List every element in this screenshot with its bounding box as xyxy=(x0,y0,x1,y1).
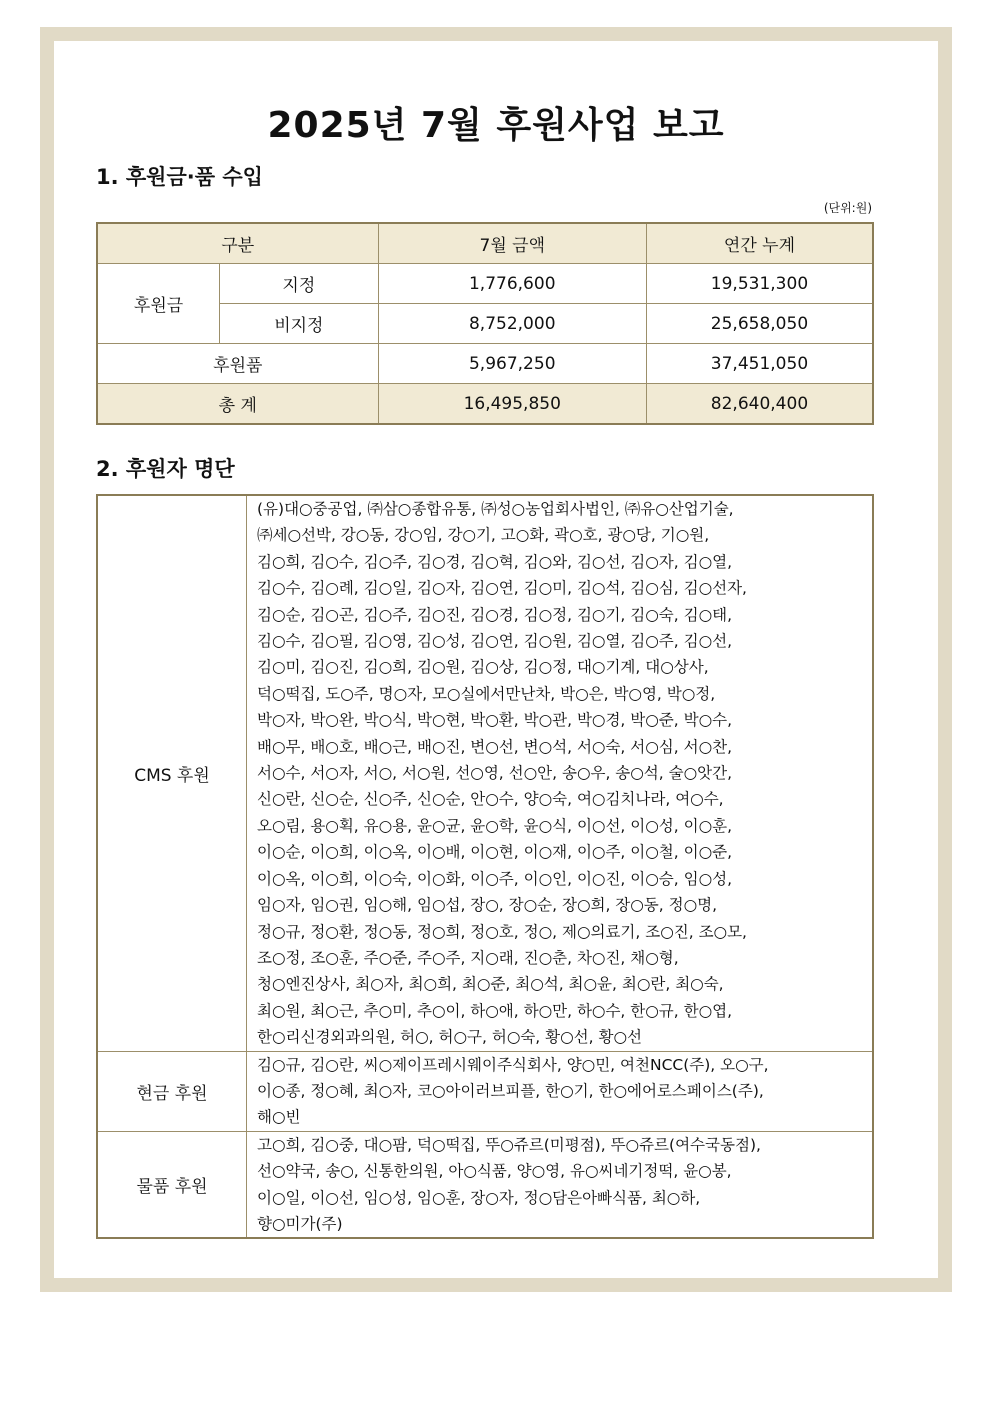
row-label: 지정 xyxy=(220,264,378,304)
donor-line: 이○옥, 이○희, 이○숙, 이○화, 이○주, 이○인, 이○진, 이○승, 임○성, xyxy=(257,869,732,888)
donor-row-cms xyxy=(97,495,873,1051)
row-month-value: 1,776,600 xyxy=(378,264,646,304)
donor-line: 해○빈 xyxy=(257,1108,301,1127)
donor-line: 오○림, 용○획, 유○용, 윤○균, 윤○학, 윤○식, 이○선, 이○성, 이○훈, xyxy=(257,816,732,835)
goods-label: 물품 후원 xyxy=(97,1131,247,1238)
donor-line: 이○종, 정○혜, 최○자, 코○아이러브피플, 한○기, 한○에어로스페이스(주), xyxy=(257,1081,764,1100)
donor-line: 최○원, 최○근, 추○미, 추○이, 하○애, 하○만, 하○수, 한○규, 한○엽, xyxy=(257,1001,732,1020)
donor-line: 서○수, 서○자, 서○, 서○원, 선○영, 선○안, 송○우, 송○석, 술○앗간, xyxy=(257,764,732,783)
donor-row-goods xyxy=(97,1131,873,1238)
header-annual-total: 연간 누계 xyxy=(646,223,873,264)
total-row xyxy=(97,384,873,425)
donor-table xyxy=(96,494,874,1239)
goods-donor-list xyxy=(247,1131,874,1238)
row-month-value: 8,752,000 xyxy=(378,304,646,344)
row-annual-value: 19,531,300 xyxy=(646,264,873,304)
table-row xyxy=(97,344,873,384)
cms-label: CMS 후원 xyxy=(97,495,247,1051)
donor-line: 배○무, 배○호, 배○근, 배○진, 변○선, 변○석, 서○숙, 서○심, 서○찬, xyxy=(257,737,732,756)
page-border xyxy=(40,27,952,1292)
donor-line: 한○리신경외과의원, 허○, 허○구, 허○숙, 황○선, 황○선 xyxy=(257,1028,642,1047)
donor-line: 조○정, 조○훈, 주○준, 주○주, 지○래, 진○춘, 차○진, 채○형, xyxy=(257,948,679,967)
donor-line: 청○엔진상사, 최○자, 최○희, 최○준, 최○석, 최○윤, 최○란, 최○숙, xyxy=(257,975,724,994)
income-table xyxy=(96,222,874,425)
cms-donor-list xyxy=(247,495,874,1051)
section-donors-heading: 2. 후원자 명단 xyxy=(96,457,235,481)
donor-line: 김○수, 김○필, 김○영, 김○성, 김○연, 김○원, 김○열, 김○주, 김○선, xyxy=(257,632,732,651)
income-header-row xyxy=(97,223,873,264)
row-month-value: 5,967,250 xyxy=(378,344,646,384)
donor-line: 향○미가(주) xyxy=(257,1214,343,1233)
donor-line: ㈜세○선박, 강○동, 강○임, 강○기, 고○화, 곽○호, 광○당, 기○원, xyxy=(257,526,710,545)
table-row xyxy=(97,264,873,304)
total-month-value: 16,495,850 xyxy=(378,384,646,425)
donor-line: 고○희, 김○중, 대○팜, 덕○떡집, 뚜○쥬르(미평점), 뚜○쥬르(여수국동점), xyxy=(257,1135,761,1154)
header-month-amount: 7월 금액 xyxy=(378,223,646,264)
donor-line: 이○일, 이○선, 임○성, 임○훈, 장○자, 정○담은아빠식품, 최○하, xyxy=(257,1188,701,1207)
donor-line: (유)대○중공업, ㈜삼○종합유통, ㈜성○농업회사법인, ㈜유○산업기술, xyxy=(257,500,734,518)
donor-line: 김○순, 김○곤, 김○주, 김○진, 김○경, 김○정, 김○기, 김○숙, 김○태, xyxy=(257,605,732,624)
donor-line: 이○순, 이○희, 이○옥, 이○배, 이○현, 이○재, 이○주, 이○철, 이○준, xyxy=(257,843,732,862)
row-annual-value: 25,658,050 xyxy=(646,304,873,344)
donor-row-cash xyxy=(97,1051,873,1131)
section-income-heading: 1. 후원금·품 수입 xyxy=(96,165,263,189)
donor-line: 박○자, 박○완, 박○식, 박○현, 박○환, 박○관, 박○경, 박○준, 박○수, xyxy=(257,711,732,730)
cash-label: 현금 후원 xyxy=(97,1051,247,1131)
page-title: 2025년 7월 후원사업 보고 xyxy=(267,105,725,146)
donor-line: 신○란, 신○순, 신○주, 신○순, 안○수, 양○숙, 여○김치나라, 여○수, xyxy=(257,790,724,809)
total-annual-value: 82,640,400 xyxy=(646,384,873,425)
row-annual-value: 37,451,050 xyxy=(646,344,873,384)
donor-line: 김○규, 김○란, 씨○제이프레시웨이주식회사, 양○민, 여천NCC(주), 오○구, xyxy=(257,1055,769,1074)
cash-donor-list xyxy=(247,1051,874,1131)
document-page xyxy=(54,41,938,1278)
donor-line: 정○규, 정○환, 정○동, 정○희, 정○호, 정○, 제○의료기, 조○진, 조○모, xyxy=(257,922,747,941)
total-label: 총 계 xyxy=(97,384,378,425)
donation-group-label: 후원금 xyxy=(97,264,220,344)
donor-line: 덕○떡집, 도○주, 명○자, 모○실에서만난차, 박○은, 박○영, 박○정, xyxy=(257,684,716,703)
donor-line: 선○약국, 송○, 신통한의원, 아○식품, 양○영, 유○씨네기정떡, 윤○봉, xyxy=(257,1162,732,1181)
unit-note: (단위:원) xyxy=(823,201,872,215)
donor-line: 김○미, 김○진, 김○희, 김○원, 김○상, 김○정, 대○기계, 대○상사, xyxy=(257,658,709,677)
donor-line: 김○수, 김○례, 김○일, 김○자, 김○연, 김○미, 김○석, 김○심, 김○선자, xyxy=(257,579,747,598)
header-category: 구분 xyxy=(97,223,378,264)
row-label: 비지정 xyxy=(220,304,378,344)
donor-line: 김○희, 김○수, 김○주, 김○경, 김○혁, 김○와, 김○선, 김○자, 김○열, xyxy=(257,552,732,571)
donor-line: 임○자, 임○권, 임○해, 임○섭, 장○, 장○순, 장○희, 장○동, 정○명, xyxy=(257,896,718,915)
row-label: 후원품 xyxy=(97,344,378,384)
